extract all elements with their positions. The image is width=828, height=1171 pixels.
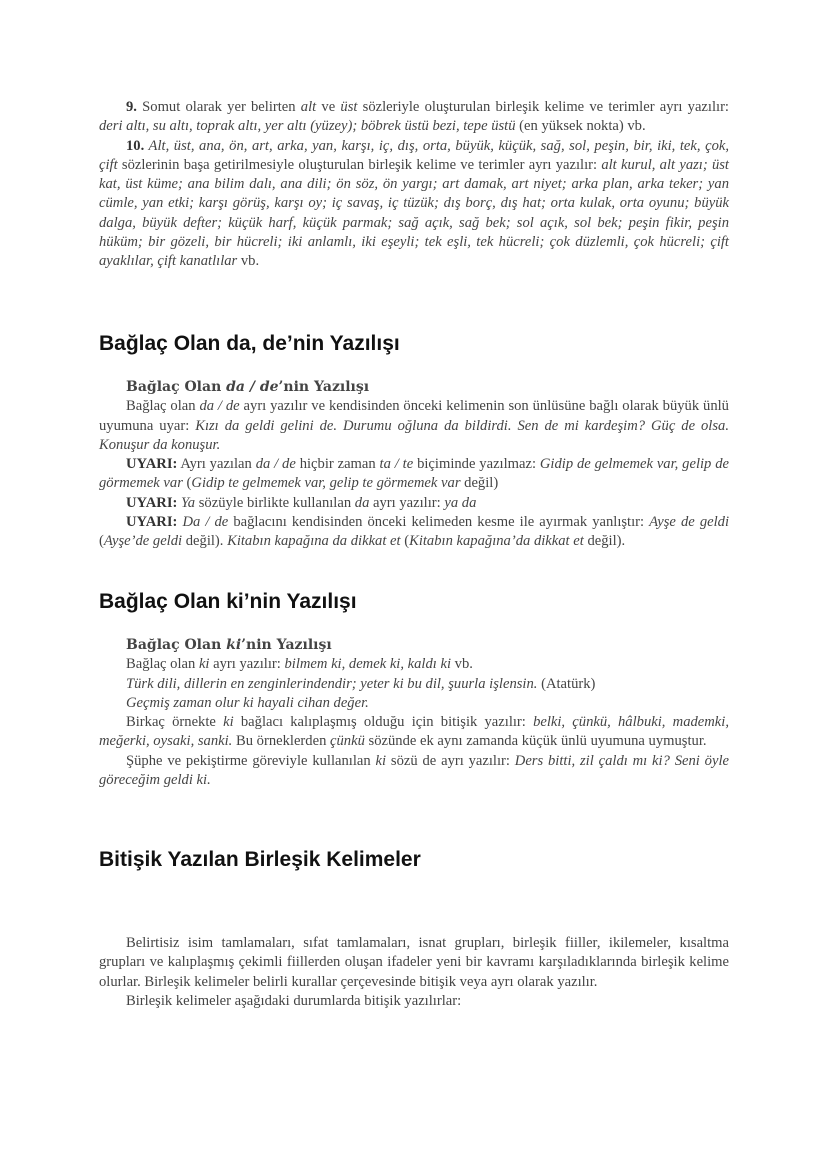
italic-run: ki — [198, 656, 210, 673]
italic-run: da / de — [226, 379, 279, 395]
italic-run: Gidip te gelmemek var, gelip te görmemek var — [191, 475, 461, 492]
italic-run: belki, çünkü, hâlbuki, mademki, meğerki, oysaki, sanki. — [99, 714, 729, 750]
text-run: ayrı yazılır: — [209, 656, 285, 673]
text-run: Bu örneklerden — [232, 733, 331, 750]
text-run: ( — [182, 475, 192, 492]
bitisik-paragraph-2 — [99, 992, 729, 1011]
italic-run: da / de — [199, 398, 240, 415]
text-run: sözleriyle oluşturulan birleşik kelime ve terimler ayrı yazılır: — [357, 99, 729, 115]
text-run: Somut olarak yer belirten — [136, 99, 301, 115]
text-run: sözüyle birlikte kullanılan — [195, 494, 355, 511]
text-run: vb. — [451, 656, 473, 673]
ki-paragraph-2 — [99, 713, 729, 752]
italic-run: alt kurul, alt yazı; üst kat, üst küme; ana bilim dalı, ana dili; ön söz, ön yargı; art damak, art niyet; arka plan, arka teker; yan cümle, yan etki; karşı görüş, karşı oy; iç savaş, iç tüzük; dış borç, dış hat; orta kulak, orta oyunu; büyük dalga, büyük defter; küçük harf, küçük parmak; sağ açık, sağ bek; sol açık, sol bek; peşin fikir, peşin hüküm; bir gözeli, bir hücreli; iki anlamlı, iki eşeyli; tek eşli, tek hücreli; çok düzlemli, çok hücreli; çift ayaklılar, çift kanatlılar — [99, 156, 729, 270]
italic-run: Kitabın kapağına’da dikkat et — [409, 533, 584, 550]
subheading-da-de — [99, 378, 729, 397]
italic-run: ki — [375, 752, 387, 769]
italic-run: Ders bitti, zil çaldı mı ki? Seni öyle göreceğim geldi ki. — [99, 752, 729, 789]
text-run: değil). — [182, 533, 228, 550]
section-da-de — [99, 378, 729, 552]
text-run: ( — [99, 533, 104, 550]
text-run: bağlacı kalıplaşmış olduğu için bitişik yazılır: — [233, 714, 534, 731]
italic-run: da / de — [255, 456, 296, 473]
text-run: Bağlaç olan — [126, 656, 199, 673]
italic-run: Alt, üst, ana, ön, art, arka, yan, karşı, iç, dış, orta, büyük, küçük, sağ, sol, peşin, bir, iki, tek, çok, çift — [99, 137, 729, 173]
heading-baglac-da-de: Bağlaç Olan da, de’nin Yazılışı — [99, 332, 400, 355]
text-run: Bağlaç Olan — [126, 637, 227, 653]
bold-run: UYARI: — [126, 514, 178, 531]
bold-run: 10. — [126, 137, 145, 154]
italic-run: üst — [340, 99, 358, 115]
text-run: sözlerinin başa getirilmesiyle oluşturulan birleşik kelime ve terimler ayrı yazılır: — [117, 156, 602, 173]
da-de-warning-1 — [99, 455, 729, 494]
rule-10-paragraph — [99, 137, 729, 272]
italic-run: Gidip de gelmemek var, gelip de görmemek var — [99, 456, 729, 492]
text-run: ( — [400, 533, 410, 550]
ki-paragraph-3 — [99, 752, 729, 791]
italic-run: bilmem ki, demek ki, kaldı ki — [284, 656, 452, 673]
italic-run: Ayşe de geldi — [649, 514, 729, 531]
bold-run: UYARI: — [126, 456, 178, 473]
heading-bitisik-birlesik: Bitişik Yazılan Birleşik Kelimeler — [99, 848, 421, 871]
text-run: ayrı yazılır: — [369, 494, 445, 511]
italic-run: ki — [223, 714, 234, 731]
italic-run: Ayşe’de geldi — [103, 533, 183, 550]
italic-run: alt — [300, 99, 317, 115]
da-de-warning-3 — [99, 513, 729, 552]
text-run: ’nin Yazılışı — [278, 379, 370, 395]
italic-run: deri altı, su altı, toprak altı, yer altı (yüzey); böbrek üstü bezi, tepe üstü — [99, 118, 516, 135]
text-run: Şüphe ve pekiştirme göreviyle kullanılan — [126, 752, 376, 769]
text-run: (Atatürk) — [537, 675, 596, 692]
text-run: biçiminde yazılmaz: — [413, 456, 540, 473]
bitisik-paragraph-1 — [99, 934, 729, 992]
text-run: sözü de ayrı yazılır: — [386, 752, 515, 769]
text-run: ve — [316, 99, 341, 115]
text-run: (en yüksek nokta) vb. — [515, 118, 646, 135]
text-run: Belirtisiz isim tamlamaları, sıfat tamlamaları, isnat grupları, birleşik fiiller, ikilemeler, kısaltma grupları ve kalıplaşmış çekimli fiillerden oluşan ifadeler yeni bir kavramı karşıladıklarında birleşik kelime olurlar. Birleşik kelimeler belirli kurallar çerçevesinde bitişik veya ayrı olarak yazılır. — [99, 935, 729, 990]
ki-paragraph-1 — [99, 655, 729, 674]
ki-example-2 — [99, 694, 729, 713]
bold-run: UYARI: — [126, 494, 178, 511]
text-run: Bağlaç Olan — [126, 379, 227, 395]
italic-run: Da / de — [182, 514, 229, 531]
text-run: Bağlaç olan — [126, 398, 200, 415]
text-run: Ayrı yazılan — [177, 456, 256, 473]
italic-run: ya da — [444, 494, 477, 511]
text-run: Birleşik kelimeler aşağıdaki durumlarda bitişik yazılırlar: — [126, 992, 462, 1009]
italic-run: Türk dili, dillerin en zenginlerindendir; yeter ki bu dil, şuurla işlensin. — [126, 675, 538, 692]
rules-section — [99, 98, 729, 272]
ki-example-ataturk — [99, 675, 729, 694]
section-ki — [99, 636, 729, 790]
section-bitisik — [99, 934, 729, 1011]
bold-run: 9. — [126, 99, 137, 115]
text-run: ayrı yazılır ve kendisinden önceki kelimenin son ünlüsüne bağlı olarak büyük ünlü uyumuna uyar: — [99, 398, 729, 434]
italic-run: ki — [226, 637, 242, 653]
subheading-ki — [99, 636, 729, 655]
text-run: bağlacını kendisinden önceki kelimeden kesme ile ayırmak yanlıştır: — [228, 514, 650, 531]
rule-9-paragraph — [99, 98, 729, 137]
text-run: hiçbir zaman — [295, 456, 380, 473]
italic-run: çünkü — [330, 733, 365, 750]
text-run: Birkaç örnekte — [126, 714, 224, 731]
text-run: ’nin Yazılışı — [241, 637, 332, 653]
da-de-warning-2 — [99, 494, 729, 513]
text-run: değil) — [460, 475, 499, 492]
text-run: vb. — [237, 253, 260, 270]
italic-run: Kızı da geldi gelini de. Durumu oğluna da bildirdi. Sen de mi kardeşim? Güç de olsa. Konuşur da konuşur. — [99, 417, 729, 453]
italic-run: ta / te — [379, 456, 414, 473]
italic-run: da — [354, 494, 370, 511]
heading-baglac-ki: Bağlaç Olan ki’nin Yazılışı — [99, 590, 357, 613]
text-run: değil). — [583, 533, 626, 550]
text-run: sözünde ek aynı zamanda küçük ünlü uyumuna uymuştur. — [364, 733, 707, 750]
italic-run: Ya — [181, 494, 196, 511]
italic-run: Kitabın kapağına da dikkat et — [227, 533, 401, 550]
italic-run: Geçmiş zaman olur ki hayali cihan değer. — [126, 694, 369, 711]
da-de-paragraph-1 — [99, 397, 729, 455]
